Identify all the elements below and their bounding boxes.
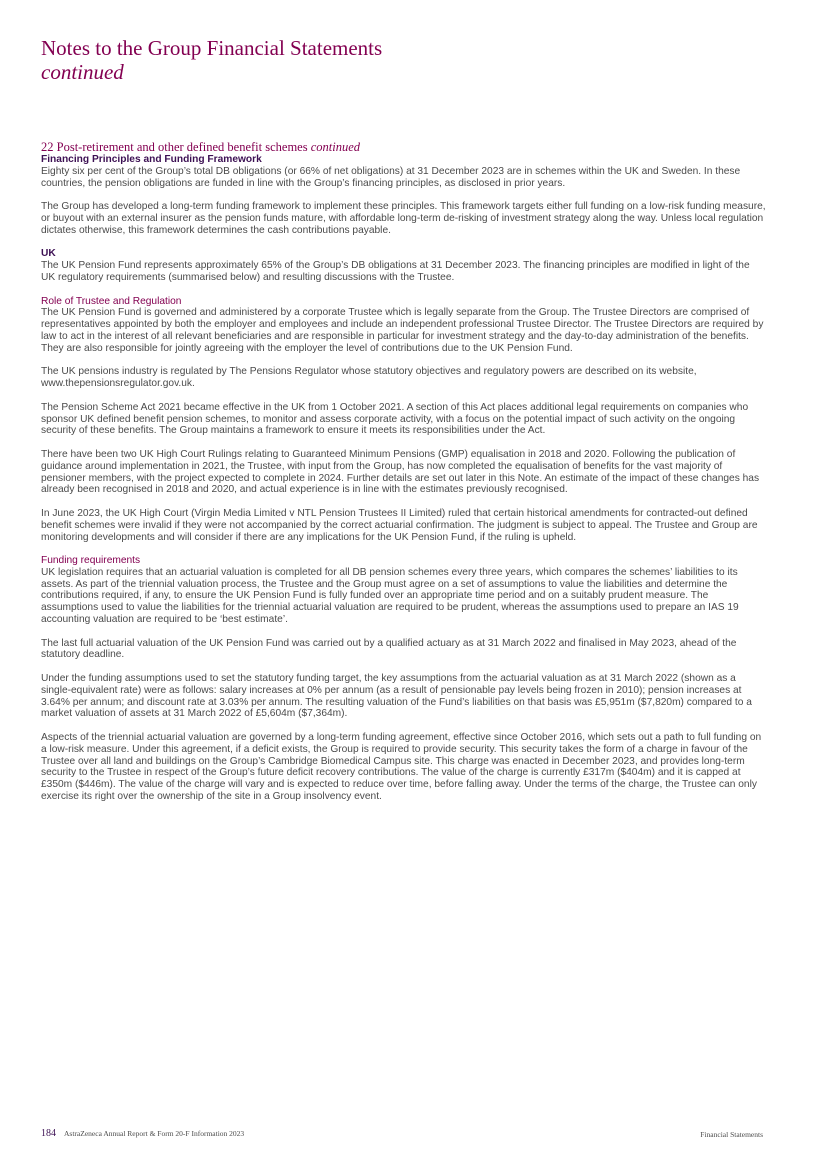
- page-title-main: Notes to the Group Financial Statements: [41, 36, 383, 60]
- trustee-paragraph-4: There have been two UK High Court Rulings relating to Guaranteed Minimum Pensions (GMP) equalisation in 2018 and 2020. Following the publication of guidance around implementation in 2021, the Trustee, with input from the Group, has now completed the equalisation of benefits for the vast majority of pensioner members, with the project expected to complete in 2024. Further details are set out later in this Note. An estimate of the impact of these changes has already been recognised in 2018 and 2020, and actual experience is in line with the estimates previously recognised.: [41, 448, 760, 496]
- funding-paragraph-4: Aspects of the triennial actuarial valuation are governed by a long-term funding agreement, effective since October 2016, which sets out a path to full funding on a low-risk measure. Under this agreement, if a deficit exists, the Group is required to provide security. This security takes the form of a charge in favour of the Trustee over all land and buildings on the Group’s Cambridge Biomedical Campus site. This charge was enacted in December 2023, and provides long-term security to the Trustee in respect of the Group’s future deficit recovery contributions. The value of the charge is currently £317m ($404m) and it is capped at £350m ($446m). The value of the charge will vary and is expected to reduce over time, before falling away. Under the terms of the charge, the Trustee can only exercise its right over the ownership of the site in a Group insolvency event.: [41, 732, 762, 803]
- publication-title: AstraZeneca Annual Report & Form 20-F Information 2023: [64, 1129, 245, 1138]
- page-footer: [41, 1128, 763, 1142]
- footer-left: [41, 1128, 244, 1139]
- page-title-continued: continued: [41, 60, 124, 84]
- section-title: 22 Post-retirement and other defined benefit schemes: [41, 140, 308, 154]
- funding-paragraph-2: The last full actuarial valuation of the UK Pension Fund was carried out by a qualified actuary as at 31 March 2022 and finalised in May 2023, ahead of the statutory deadline.: [41, 637, 737, 661]
- trustee-paragraph-5: In June 2023, the UK High Court (Virgin Media Limited v NTL Pension Trustees II Limited) ruled that certain historical amendments for contracted-out defined benefit schemes were invalid if they were not accompanied by the correct actuarial confirmation. The judgment is subject to appeal. The Trustee and Group are monitoring developments and will consider if there are any implications for the UK Pension Fund, if the ruling is upheld.: [41, 507, 758, 543]
- trustee-paragraph-3: The Pension Scheme Act 2021 became effective in the UK from 1 October 2021. A section of this Act places additional legal requirements on companies who sponsor UK defined benefit pension schemes, to monitor and assess corporate activity, with a focus on the potential impact of such activity on the ongoing security of these benefits. The Group maintains a framework to ensure it meets its responsibilities under the Act.: [41, 401, 749, 437]
- funding-block: [41, 555, 766, 803]
- trustee-heading: Role of Trustee and Regulation: [41, 295, 182, 307]
- financing-block: [41, 154, 766, 237]
- trustee-paragraph-2: The UK pensions industry is regulated by The Pensions Regulator whose statutory objectives and regulatory powers are described on its website, www.thepensionsregulator.gov.uk.: [41, 366, 697, 390]
- section-continued: continued: [310, 140, 360, 154]
- financing-paragraph-2: The Group has developed a long-term funding framework to implement these principles. This framework targets either full funding on a low-risk funding measure, or buyout with an external insurer as the pension funds mature, with affordable long-term de-risking of investment strategy along the way. Unless local regulation dictates otherwise, this framework determines the cash contributions payable.: [41, 201, 766, 236]
- trustee-block: [41, 296, 766, 544]
- main-content: [41, 140, 766, 815]
- section-heading: [41, 140, 766, 154]
- funding-heading: Funding requirements: [41, 555, 141, 567]
- uk-block: [41, 248, 766, 283]
- funding-paragraph-3: Under the funding assumptions used to set the statutory funding target, the key assumptions from the actuarial valuation as at 31 March 2022 (shown as a single-equivalent rate) were as follows: salary increases at 0% per annum (as a result of pensionable pay levels being frozen in 2010); pension increases at 3.64% per annum; and discount rate at 3.03% per annum. The resulting valuation of the Fund’s liabilities on that basis was £5,951m ($7,820m) compared to a market valuation of assets at 31 March 2022 of £5,604m ($7,364m).: [41, 673, 752, 720]
- page-title: [41, 36, 382, 84]
- funding-paragraph-1: UK legislation requires that an actuarial valuation is completed for all DB pension schemes every three years, which compares the schemes’ liabilities to its assets. As part of the triennial valuation process, the Trustee and the Group must agree on a set of assumptions to value the liabilities and determine the contributions required, if any, to ensure the UK Pension Fund is fully funded over an appropriate time period and on a suitably prudent measure. The assumptions used to value the liabilities for the triennial actuarial valuation are required to be prudent, whereas the assumptions used to prepare an IAS 19 accounting valuation are required to be ‘best estimate’.: [41, 566, 739, 626]
- footer-section-label: Financial Statements: [700, 1130, 763, 1139]
- financing-heading: Financing Principles and Funding Framework: [41, 154, 262, 165]
- financing-paragraph-1: Eighty six per cent of the Group’s total DB obligations (or 66% of net obligations) at 31 December 2023 are in schemes within the UK and Sweden. In these countries, the pension obligations are funded in line with the Group’s financing principles, as disclosed in prior years.: [41, 165, 741, 189]
- uk-heading: UK: [41, 248, 56, 260]
- uk-paragraph-1: The UK Pension Fund represents approximately 65% of the Group’s DB obligations at 31 December 2023. The financing principles are modified in light of the UK regulatory requirements (summarised below) and resulting discussions with the Trustee.: [41, 260, 750, 283]
- trustee-paragraph-1: The UK Pension Fund is governed and administered by a corporate Trustee which is legally separate from the Group. The Trustee Directors are comprised of representatives appointed by both the employer and employees and include an independent professional Trustee Director. The Trustee Directors are required by law to act in the interest of all relevant beneficiaries and are responsible in particular for investment strategy and the day-to-day administration of the benefits. They are also responsible for jointly agreeing with the employer the level of contributions due to the UK Pension Fund.: [41, 307, 764, 354]
- page-number: 184: [41, 1128, 56, 1139]
